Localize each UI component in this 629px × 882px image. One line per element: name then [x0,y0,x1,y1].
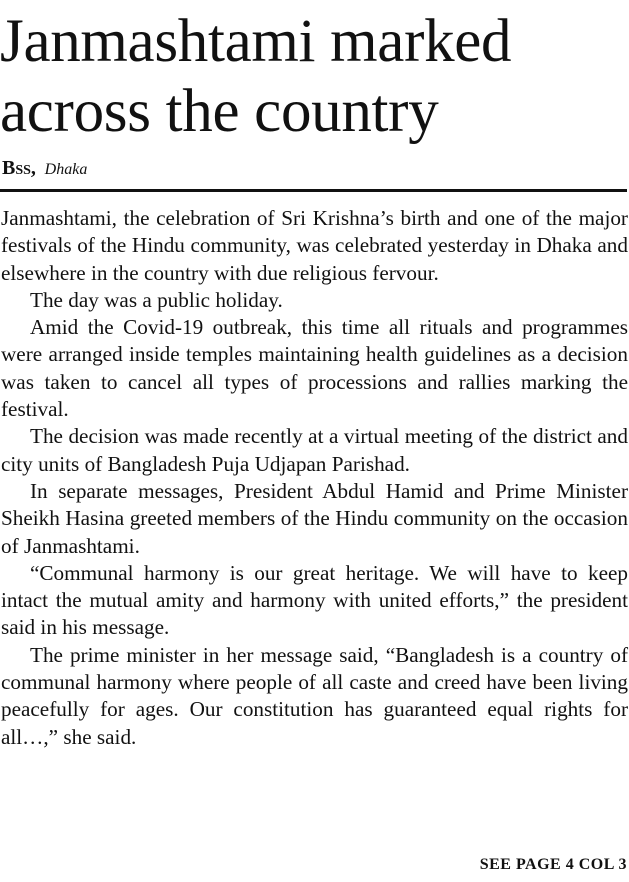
paragraph-6: “Communal harmony is our great heritage. We will have to keep intact the mutual amity and harmony with united efforts,” the president said in his message. [1,560,628,640]
paragraph-3: Amid the Covid-19 outbreak, this time all rituals and programmes were arranged inside temples maintaining health guidelines as a decision was taken to cancel all types of processions and rallies marking the festival. [1,315,628,422]
headline-line-2: across the country [0,78,439,145]
article-body [1,205,628,751]
headline-divider [0,189,627,192]
byline [2,155,87,183]
paragraph-1: Janmashtami, the celebration of Sri Krishna’s birth and one of the major festivals of the Hindu community, was celebrated yesterday in Dhaka and elsewhere in the country with due religious fervour. [1,206,628,285]
paragraph-7: The prime minister in her message said, “Bangladesh is a country of communal harmony where people of all caste and creed have been living peacefully for ages. Our constitution has guaranteed equal rights for all…,” she said. [1,642,628,749]
byline-agency: Bss, [2,157,36,179]
paragraph-2: The day was a public holiday. [30,287,283,312]
headline [0,7,629,147]
continued-on-page-note: SEE PAGE 4 COL 3 [479,856,627,873]
headline-line-1: Janmashtami marked [0,8,512,75]
paragraph-4: The decision was made recently at a virtual meeting of the district and city units of Bangladesh Puja Udjapan Parishad. [1,424,628,476]
byline-dateline: Dhaka [44,161,88,178]
paragraph-5: In separate messages, President Abdul Hamid and Prime Minister Sheikh Hasina greeted members of the Hindu community on the occasion of Janmashtami. [1,478,628,558]
